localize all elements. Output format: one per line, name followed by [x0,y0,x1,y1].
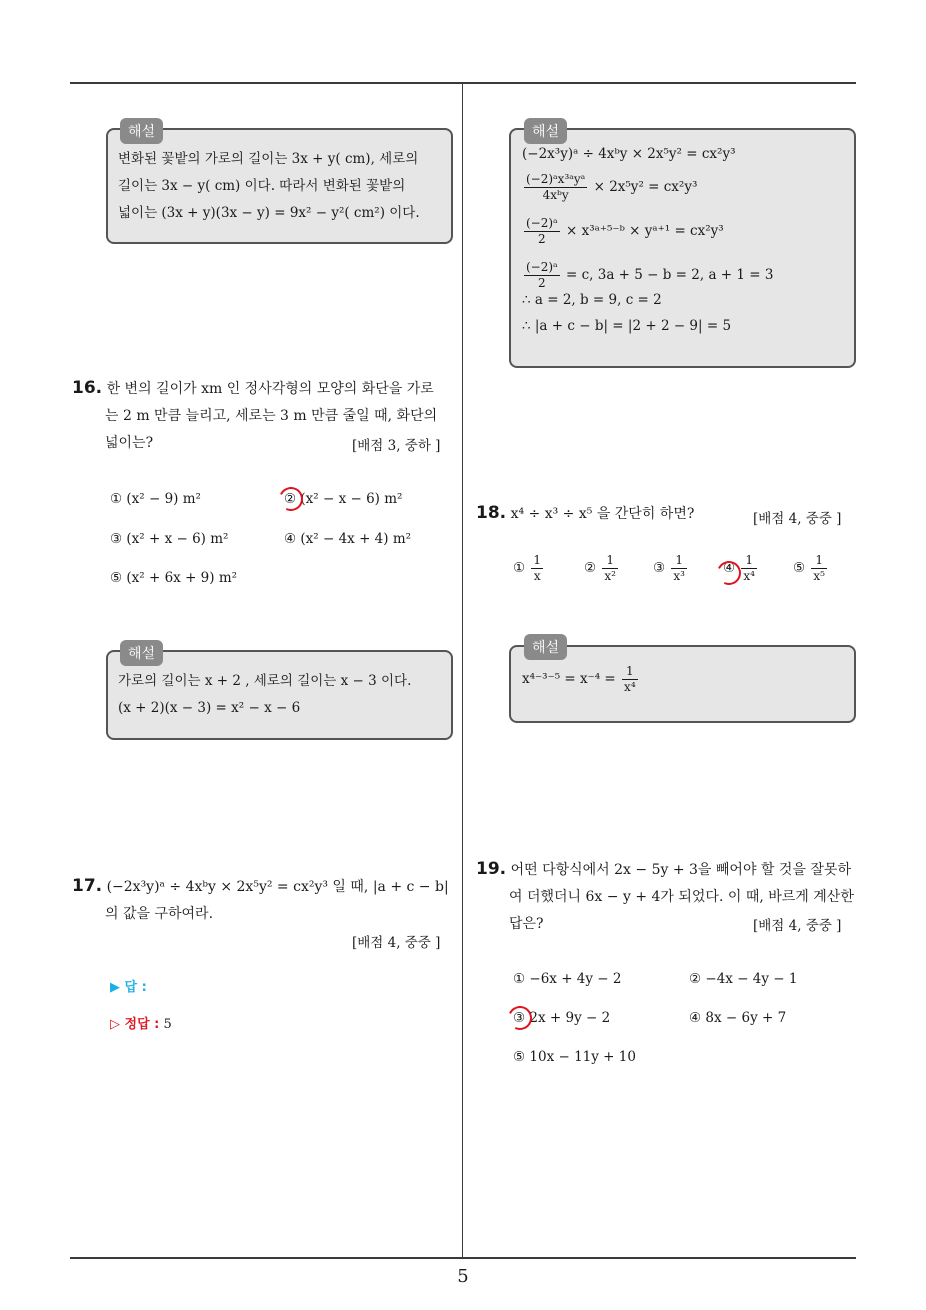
q16-selected-mark [276,484,307,515]
choice-frac [741,553,757,584]
q16-choice-1[interactable]: ① (x² − 9) m² [110,491,201,507]
frac-num: 1 [671,553,687,569]
frac-num: (−2)ᵃ [526,216,558,230]
frac-den: 2 [538,276,546,290]
q19-choice-1[interactable]: ① −6x + 4y − 2 [513,971,622,987]
frac-num: 1 [741,553,757,569]
q16-text-line: 한 변의 길이가 xm 인 정사각형의 모양의 화단을 가로 [106,381,434,397]
q18-solution-lhs: x⁴⁻³⁻⁵ = x⁻⁴ = [522,671,616,687]
q16-choice-5[interactable]: ⑤ (x² + 6x + 9) m² [110,570,238,586]
q18-score: [배점 4, 중중 ] [753,511,842,527]
frac-den: x⁴ [743,569,755,583]
frac-num: 1 [622,664,638,680]
column-divider [462,83,463,1258]
q17-score: [배점 4, 중중 ] [352,935,441,951]
choice-mark: ② [584,560,597,576]
q18-text: x⁴ ÷ x³ ÷ x⁵ 을 간단히 하면? [510,506,695,522]
choice-mark: ⑤ [793,560,806,576]
q19-text-line: 여 더했더니 6x − y + 4가 되었다. 이 때, 바르게 계산한 [509,889,854,905]
q17-correct-value: 5 [163,1017,172,1032]
frac-den: x³ [673,569,685,583]
q17-answer-label-text: ▶ 답 : [110,980,147,995]
q17-sol-line-2 [522,172,773,216]
q17-sol-line-6: ∴ |a + c − b| = |2 + 2 − 9| = 5 [522,318,732,334]
q16-score: [배점 3, 중하 ] [352,438,441,454]
frac-den: 4xᵇy [542,188,569,202]
q18-number: 18. [476,503,507,523]
q16-text-line: 넓이는? [105,435,154,451]
q16-text-line: 는 2 m 만큼 늘리고, 세로는 3 m 만큼 줄일 때, 화단의 [105,408,438,424]
q17-solution-text [522,146,773,344]
q16-solution-label: 해설 [120,640,163,666]
q17-sol-rest: × x³ᵃ⁺⁵⁻ᵇ × yᵃ⁺¹ = cx²y³ [565,223,724,239]
q17-text-line: (−2x³y)ᵃ ÷ 4xᵇy × 2x⁵y² = cx²y³ 일 때, |a + c − b| [106,879,449,895]
choice-frac [531,553,543,584]
q18-choice-5[interactable] [793,553,829,584]
q19-choice-5[interactable]: ⑤ 10x − 11y + 10 [513,1049,636,1065]
q17-sol-frac [524,260,560,291]
q16-choice-4[interactable]: ④ (x² − 4x + 4) m² [284,531,412,547]
frac-num: 1 [602,553,618,569]
q17-correct-row [110,1013,172,1032]
q18-choice-3[interactable] [653,553,689,584]
q18-solution-frac [622,664,638,695]
q16-choice-2[interactable]: ② (x² − x − 6) m² [284,491,403,507]
q19-choice-4[interactable]: ④ 8x − 6y + 7 [689,1010,787,1026]
q16-choice-3[interactable]: ③ (x² + x − 6) m² [110,531,229,547]
q17-sol-rest: × 2x⁵y² = cx²y³ [593,179,698,195]
q18-choice-2[interactable] [584,553,620,584]
q17-sol-line-1: (−2x³y)ᵃ ÷ 4xᵇy × 2x⁵y² = cx²y³ [522,146,736,162]
choice-mark: ③ [653,560,666,576]
frac-den: x [533,569,541,583]
q19-number: 19. [476,859,507,879]
q19-choice-2[interactable]: ② −4x − 4y − 1 [689,971,798,987]
page-number: 5 [457,1266,469,1287]
frac-num: (−2)ᵃ [526,260,558,274]
q17-sol-frac [524,172,587,203]
top-rule [70,82,856,84]
q17-question [72,873,457,928]
q17-sol-line-3 [522,216,773,260]
q15-solution-line: 넓이는 (3x + y)(3x − y) = 9x² − y²( cm²) 이다. [118,205,420,221]
frac-den: x⁵ [813,569,825,583]
q15-solution-text [118,146,420,227]
q15-solution-line: 길이는 3x − y( cm) 이다. 따라서 변화된 꽃밭의 [118,178,406,194]
frac-den: 2 [538,232,546,246]
q18-choice-1[interactable] [513,553,545,584]
q17-sol-rest: = c, 3a + 5 − b = 2, a + 1 = 3 [565,267,774,283]
choice-mark: ④ [723,560,736,576]
q17-number: 17. [72,876,103,896]
q17-text-line: 의 값을 구하여라. [105,906,214,922]
frac-num: 1 [811,553,827,569]
q15-solution-label: 해설 [120,118,163,144]
q16-number: 16. [72,378,103,398]
frac-num: (−2)ᵃx³ᵃyᵃ [526,172,586,186]
q18-solution-label: 해설 [524,634,567,660]
q16-solution-line: (x + 2)(x − 3) = x² − x − 6 [118,700,301,716]
frac-num: 1 [533,553,542,567]
q17-sol-line-5: ∴ a = 2, b = 9, c = 2 [522,292,662,308]
q17-sol-frac [524,216,560,247]
choice-frac [602,553,618,584]
q19-selected-mark [505,1003,536,1034]
q16-solution-text [118,668,411,722]
q19-choice-3[interactable]: ③ 2x + 9y − 2 [513,1010,611,1026]
bottom-rule [70,1257,856,1259]
q19-text-line: 어떤 다항식에서 2x − 5y + 3을 빼어야 할 것을 잘못하 [510,862,851,878]
q19-text-line: 답은? [509,916,544,932]
choice-frac [811,553,827,584]
q19-score: [배점 4, 중중 ] [753,918,842,934]
frac-den: x² [604,569,616,583]
choice-frac [671,553,687,584]
q16-solution-line: 가로의 길이는 x + 2 , 세로의 길이는 x − 3 이다. [118,673,412,689]
q18-solution-text [522,664,640,695]
q17-solution-label: 해설 [524,118,567,144]
q17-correct-label: ▷ 정답 : [110,1017,160,1032]
q17-answer-label [110,976,147,995]
frac-den: x⁴ [624,680,636,694]
q15-solution-line: 변화된 꽃밭의 가로의 길이는 3x + y( cm), 세로의 [118,151,419,167]
q17-sol-line-4 [522,260,773,292]
choice-mark: ① [513,560,526,576]
